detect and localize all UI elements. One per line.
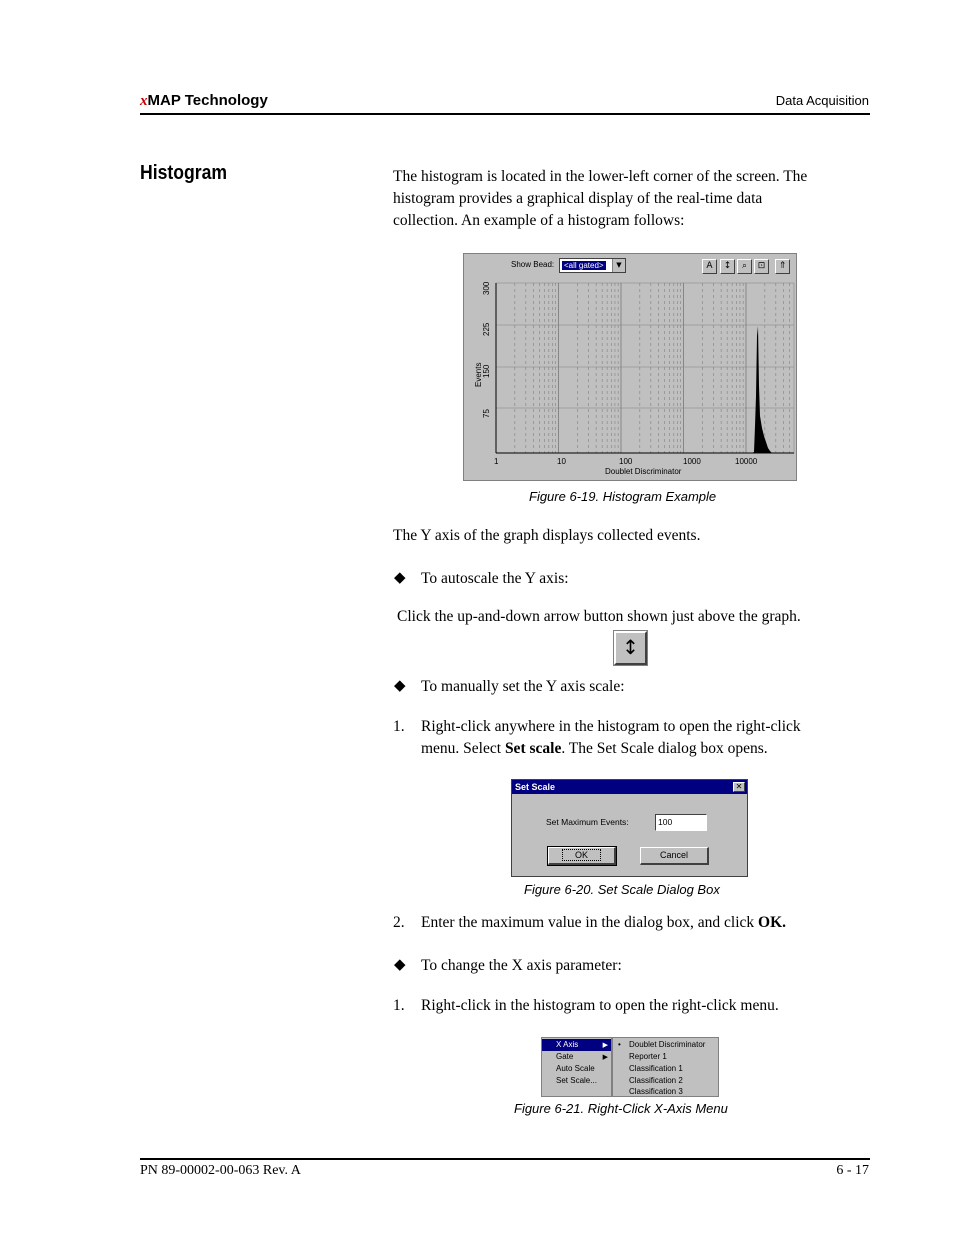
step-number: 1. (393, 718, 405, 735)
submenu-item-classification-3[interactable]: Classification 3 (629, 1087, 683, 1096)
up-down-arrow-icon[interactable]: ↕ (614, 631, 647, 665)
diamond-bullet-icon: ◆ (394, 676, 406, 694)
brand-prefix: x (140, 93, 148, 109)
chevron-down-icon[interactable]: ▼ (612, 259, 625, 272)
bullet-x-axis: To change the X axis parameter: (421, 957, 622, 974)
submenu-item-classification-2[interactable]: Classification 2 (629, 1076, 683, 1085)
ok-button[interactable] (548, 847, 616, 865)
y-tick-label: 75 (482, 409, 491, 418)
x-tick-label: 100 (619, 457, 633, 466)
step-2-text (421, 912, 786, 934)
zoom-icon[interactable]: ⌕ (737, 259, 752, 274)
histogram-plot (464, 276, 796, 480)
footer-rule (140, 1158, 870, 1160)
step-number: 1. (393, 997, 405, 1014)
ok-button-label: OK (562, 849, 601, 861)
label-toggle-button[interactable]: A (702, 259, 717, 274)
submenu-item-label: Doublet Discriminator (629, 1040, 706, 1049)
menu-item-gate[interactable] (542, 1051, 611, 1063)
intro-line: histogram provides a graphical display of the real-time data (393, 190, 763, 207)
max-events-input[interactable]: 100 (655, 814, 707, 831)
max-events-label: Set Maximum Events: (546, 817, 629, 827)
step-1-text (421, 716, 801, 760)
submenu-item-doublet-discriminator[interactable] (613, 1039, 718, 1051)
ok-term: OK. (758, 914, 787, 931)
x-tick-label: 1000 (683, 457, 701, 466)
header-rule (140, 113, 870, 115)
step-text: menu. Select (421, 740, 505, 757)
diamond-bullet-icon: ◆ (394, 568, 406, 586)
set-scale-term: Set scale (504, 740, 562, 757)
x-tick-label: 1 (494, 457, 499, 466)
footer-page-number: 6 - 17 (836, 1163, 869, 1178)
step-line: Right-click anywhere in the histogram to open the right-click (421, 718, 801, 735)
menu-item-set-scale[interactable]: Set Scale... (556, 1076, 597, 1085)
step-number: 2. (393, 914, 405, 931)
y-tick-label: 150 (482, 364, 491, 378)
header-brand (140, 92, 268, 110)
x-tick-label: 10 (557, 457, 566, 466)
close-icon[interactable]: ✕ (733, 782, 745, 792)
figure-caption: Figure 6-19. Histogram Example (529, 489, 717, 504)
header-section-name: Data Acquisition (775, 93, 869, 108)
bullet-autoscale: To autoscale the Y axis: (421, 570, 569, 587)
intro-line: The histogram is located in the lower-left corner of the screen. The (393, 168, 808, 185)
plot-area (496, 283, 794, 453)
figure-caption: Figure 6-21. Right-Click X-Axis Menu (514, 1101, 728, 1116)
show-bead-label: Show Bead: (511, 260, 555, 269)
section-title: Histogram (140, 162, 228, 184)
menu-item-auto-scale[interactable]: Auto Scale (556, 1064, 595, 1073)
autoscale-button[interactable]: ↕ (720, 259, 735, 274)
submenu-item-classification-1[interactable]: Classification 1 (629, 1064, 683, 1073)
histogram-figure (463, 253, 797, 481)
footer-part-number: PN 89-00002-00-063 Rev. A (140, 1163, 301, 1178)
cancel-button[interactable]: Cancel (640, 847, 709, 865)
context-menu (541, 1037, 612, 1097)
y-axis-label: Events (474, 362, 483, 387)
figure-caption: Figure 6-20. Set Scale Dialog Box (524, 882, 720, 897)
bullet-manual-scale: To manually set the Y axis scale: (421, 678, 625, 695)
diamond-bullet-icon: ◆ (394, 955, 406, 973)
submenu-item-reporter-1[interactable]: Reporter 1 (629, 1052, 667, 1061)
submenu-arrow-icon: ▶ (602, 1053, 608, 1061)
step-text: Enter the maximum value in the dialog box, and click (421, 914, 759, 931)
step-3-text: Right-click in the histogram to open the right-click menu. (421, 997, 779, 1014)
x-axis-label: Doublet Discriminator (605, 467, 682, 476)
brand-name: MAP Technology (147, 92, 268, 109)
menu-item-label: Gate (556, 1052, 574, 1061)
autoscale-instruction: Click the up-and-down arrow button shown just above the graph. (397, 608, 801, 625)
show-bead-select[interactable] (559, 258, 626, 273)
y-axis-paragraph: The Y axis of the graph displays collected events. (393, 527, 701, 544)
y-tick-label: 300 (482, 281, 491, 295)
intro-paragraph (393, 166, 807, 232)
dialog-title: Set Scale (512, 780, 747, 794)
intro-line: collection. An example of a histogram follows: (393, 212, 685, 229)
x-tick-label: 10000 (735, 457, 758, 466)
checked-bullet-icon: • (618, 1040, 621, 1049)
show-bead-value: <all gated> (564, 261, 604, 270)
menu-item-x-axis[interactable] (542, 1039, 611, 1051)
y-tick-label: 225 (482, 322, 491, 336)
step-line (421, 738, 801, 760)
export-icon[interactable]: ⇑ (775, 259, 790, 274)
submenu-arrow-icon: ▶ (602, 1041, 608, 1049)
grid-icon[interactable]: ⊡ (754, 259, 769, 274)
set-scale-dialog (511, 779, 748, 877)
menu-item-label: X Axis (556, 1040, 579, 1049)
step-text: . The Set Scale dialog box opens. (561, 740, 768, 757)
x-axis-submenu (612, 1037, 719, 1097)
